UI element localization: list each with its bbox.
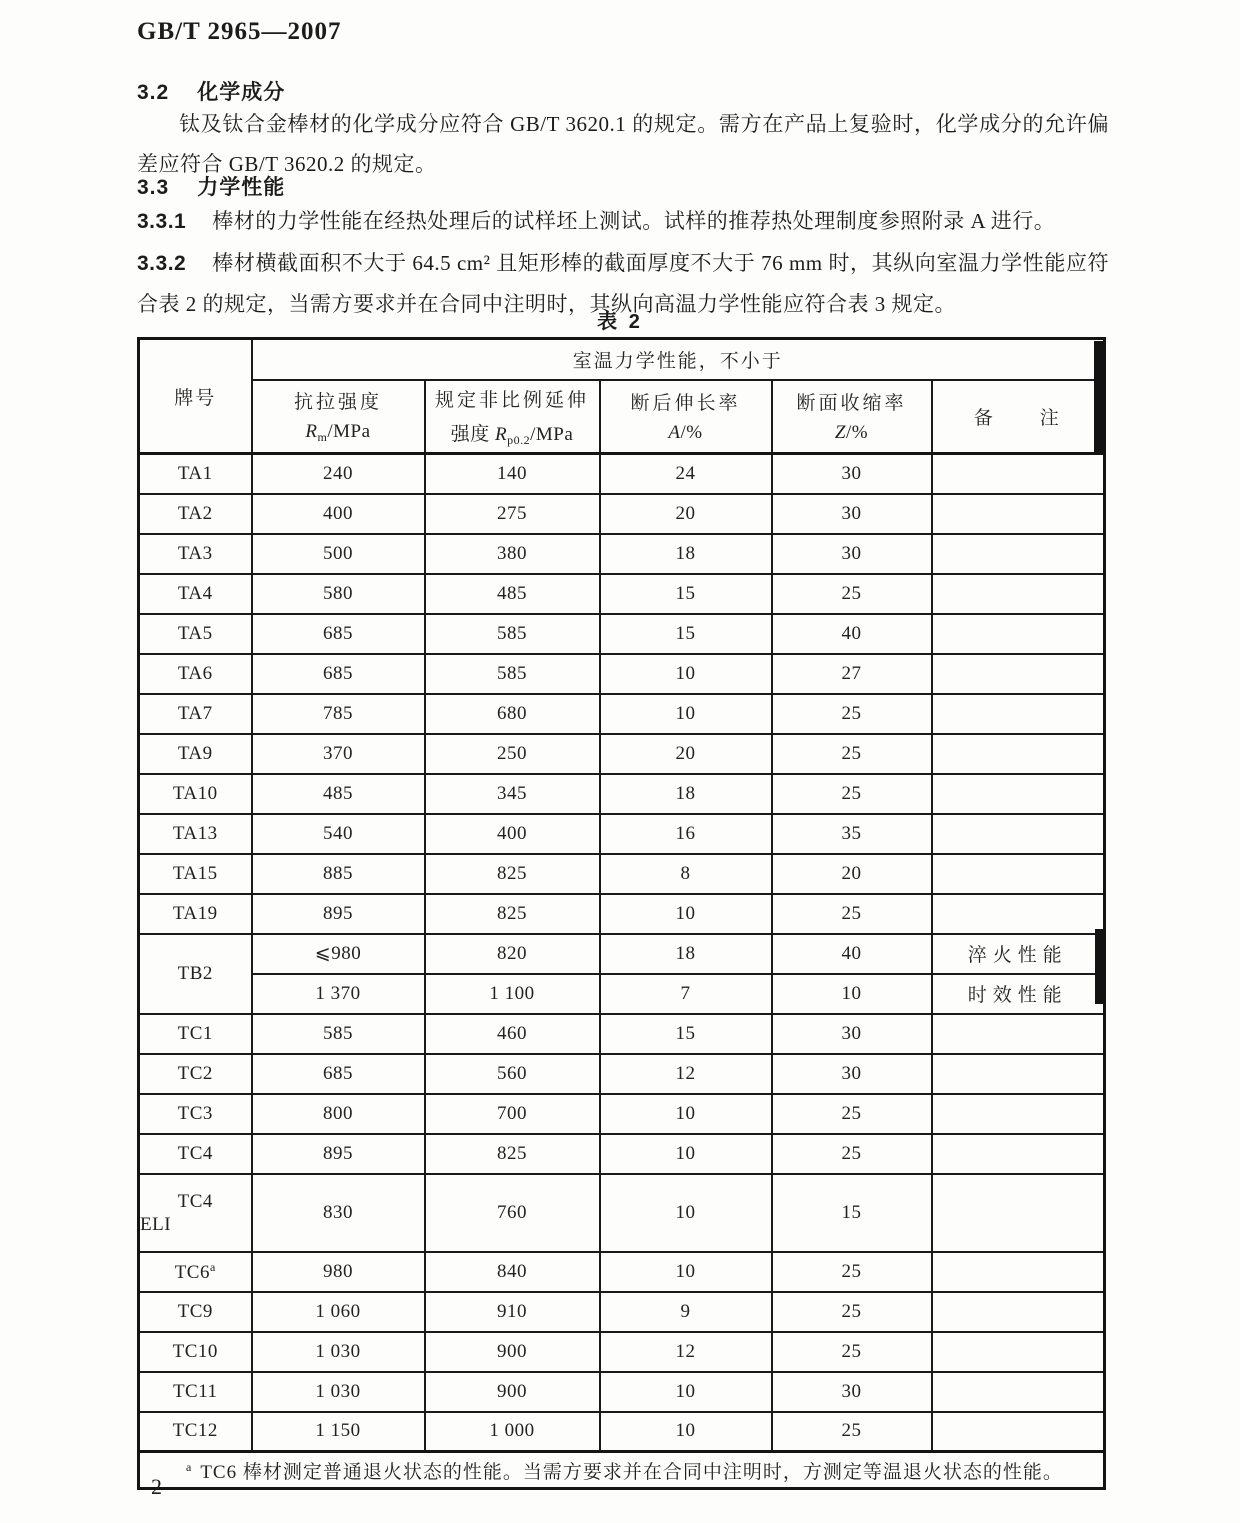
reduction-cell: 30 xyxy=(772,1014,932,1054)
remark-cell xyxy=(932,1332,1105,1372)
grade-cell: TC11 xyxy=(139,1372,252,1412)
reduction-cell: 35 xyxy=(772,814,932,854)
section-title: 化学成分 xyxy=(197,81,286,104)
tensile-cell: 1 030 xyxy=(252,1332,425,1372)
table-row xyxy=(139,654,1105,694)
reduction-cell: 20 xyxy=(772,854,932,894)
reduction-cell: 15 xyxy=(772,1174,932,1252)
elongation-cell: 18 xyxy=(600,534,772,574)
page-number: 2 xyxy=(151,1474,162,1499)
reduction-cell: 25 xyxy=(772,1412,932,1452)
proof-cell: 700 xyxy=(425,1094,600,1134)
proof-cell: 345 xyxy=(425,774,600,814)
elongation-cell: 16 xyxy=(600,814,772,854)
proof-cell: 840 xyxy=(425,1252,600,1292)
table-row xyxy=(139,1014,1105,1054)
reduction-cell: 25 xyxy=(772,1094,932,1134)
elongation-cell: 20 xyxy=(600,734,772,774)
reduction-cell: 30 xyxy=(772,494,932,534)
tensile-cell: 830 xyxy=(252,1174,425,1252)
proof-cell: 825 xyxy=(425,1134,600,1174)
elongation-cell: 18 xyxy=(600,934,772,974)
proof-cell: 585 xyxy=(425,614,600,654)
elongation-cell: 10 xyxy=(600,1372,772,1412)
elongation-cell: 7 xyxy=(600,974,772,1014)
reduction-cell: 30 xyxy=(772,1054,932,1094)
remark-cell xyxy=(932,894,1105,934)
footnote-text: TC6 棒材测定普通退火状态的性能。当需方要求并在合同中注明时，方测定等温退火状态的性能。 xyxy=(200,1461,1063,1483)
grade-cell: TC12 xyxy=(139,1412,252,1452)
grade-cell: TA5 xyxy=(139,614,252,654)
tensile-cell: 500 xyxy=(252,534,425,574)
reduction-cell: 25 xyxy=(772,694,932,734)
remark-cell xyxy=(932,1134,1105,1174)
tensile-cell: 800 xyxy=(252,1094,425,1134)
proof-cell: 380 xyxy=(425,534,600,574)
table-header xyxy=(139,339,1105,454)
scan-shadow-header xyxy=(1094,341,1106,454)
proof-cell: 760 xyxy=(425,1174,600,1252)
tensile-cell: ⩽980 xyxy=(252,934,425,974)
tensile-cell: 1 150 xyxy=(252,1412,425,1452)
proof-cell: 820 xyxy=(425,934,600,974)
table-row xyxy=(139,614,1105,654)
table-row xyxy=(139,1174,1105,1252)
proof-cell: 560 xyxy=(425,1054,600,1094)
tensile-cell: 980 xyxy=(252,1252,425,1292)
elongation-cell: 24 xyxy=(600,454,772,494)
proof-cell: 1 000 xyxy=(425,1412,600,1452)
tensile-cell: 240 xyxy=(252,454,425,494)
table-row xyxy=(139,454,1105,494)
scan-shadow-tb2 xyxy=(1095,929,1106,1004)
grade-cell: TC6$^a$ xyxy=(139,1252,252,1292)
tensile-cell: 370 xyxy=(252,734,425,774)
proof-cell: 680 xyxy=(425,694,600,734)
grade-cell: TA15 xyxy=(139,854,252,894)
grade-column-header: 牌号 xyxy=(139,339,252,454)
remark-cell xyxy=(932,1054,1105,1094)
group-header: 室温力学性能，不小于 xyxy=(252,339,1105,380)
section-heading-3-2 xyxy=(137,76,285,106)
clause-body: 棒材横截面积不大于 64.5 cm² 且矩形棒的截面厚度不大于 76 mm 时，其纵向室温力学性能应符合表 2 的规定，当需方要求并在合同中注明时，其纵向高温力学性能应符合表 3 规定。 xyxy=(137,251,1109,316)
proof-cell: 485 xyxy=(425,574,600,614)
elongation-cell: 18 xyxy=(600,774,772,814)
table-row xyxy=(139,1412,1105,1452)
reduction-cell: 30 xyxy=(772,454,932,494)
grade-cell: TB2 xyxy=(139,934,252,1014)
grade-cell: TA4 xyxy=(139,574,252,614)
table-row xyxy=(139,1372,1105,1412)
clause-number: 3.3.2 xyxy=(137,252,187,275)
remark-cell xyxy=(932,1412,1105,1452)
tensile-cell: 685 xyxy=(252,1054,425,1094)
grade-cell: TA13 xyxy=(139,814,252,854)
table-row xyxy=(139,894,1105,934)
elongation-cell: 15 xyxy=(600,614,772,654)
section-number: 3.3 xyxy=(137,176,170,199)
remark-cell xyxy=(932,614,1105,654)
grade-cell: TA3 xyxy=(139,534,252,574)
reduction-cell: 25 xyxy=(772,1134,932,1174)
remark-cell xyxy=(932,1014,1105,1054)
table-row xyxy=(139,1054,1105,1094)
tensile-cell: 685 xyxy=(252,614,425,654)
grade-cell: TA10 xyxy=(139,774,252,814)
remark-cell xyxy=(932,574,1105,614)
proof-cell: 825 xyxy=(425,894,600,934)
table-row xyxy=(139,974,1105,1014)
grade-cell: TC4 xyxy=(139,1134,252,1174)
section-number: 3.2 xyxy=(137,81,170,104)
proof-cell: 910 xyxy=(425,1292,600,1332)
tensile-cell: 485 xyxy=(252,774,425,814)
tensile-cell: 1 060 xyxy=(252,1292,425,1332)
table-row xyxy=(139,1292,1105,1332)
paragraph-3-2: 钛及钛合金棒材的化学成分应符合 GB/T 3620.1 的规定。需方在产品上复验时，化学成分的允许偏差应符合 GB/T 3620.2 的规定。 xyxy=(137,112,1109,176)
tensile-cell: 1 370 xyxy=(252,974,425,1014)
reduction-cell: 10 xyxy=(772,974,932,1014)
table-footnote xyxy=(139,1452,1105,1489)
table-row xyxy=(139,1332,1105,1372)
tensile-cell: 895 xyxy=(252,894,425,934)
table-row xyxy=(139,1134,1105,1174)
proof-cell: 900 xyxy=(425,1332,600,1372)
footnote-cell xyxy=(139,1452,1105,1489)
tensile-cell: 895 xyxy=(252,1134,425,1174)
remark-cell xyxy=(932,1174,1105,1252)
table-title: 表 2 xyxy=(597,311,643,333)
remark-cell xyxy=(932,534,1105,574)
proof-cell: 900 xyxy=(425,1372,600,1412)
grade-cell: TC10 xyxy=(139,1332,252,1372)
grade-cell: TC9 xyxy=(139,1292,252,1332)
proof-cell: 1 100 xyxy=(425,974,600,1014)
elongation-cell: 10 xyxy=(600,1412,772,1452)
reduction-of-area-header: 断面收缩率 Z/% xyxy=(772,380,932,454)
table-row xyxy=(139,574,1105,614)
footnote-row xyxy=(139,1452,1105,1489)
elongation-cell: 10 xyxy=(600,1252,772,1292)
elongation-cell: 10 xyxy=(600,1174,772,1252)
remark-cell xyxy=(932,694,1105,734)
grade-cell: TA1 xyxy=(139,454,252,494)
grade-cell: TA9 xyxy=(139,734,252,774)
remark-cell xyxy=(932,494,1105,534)
clause-number: 3.3.1 xyxy=(137,210,187,233)
elongation-cell: 10 xyxy=(600,1134,772,1174)
reduction-cell: 25 xyxy=(772,1292,932,1332)
reduction-cell: 27 xyxy=(772,654,932,694)
elongation-cell: 10 xyxy=(600,654,772,694)
reduction-cell: 25 xyxy=(772,1252,932,1292)
reduction-cell: 25 xyxy=(772,1332,932,1372)
table-row xyxy=(139,534,1105,574)
grade-cell: TC3 xyxy=(139,1094,252,1134)
remark-column-header: 备 注 xyxy=(932,380,1105,454)
proof-cell: 140 xyxy=(425,454,600,494)
reduction-cell: 30 xyxy=(772,1372,932,1412)
proof-cell: 825 xyxy=(425,854,600,894)
remark-cell xyxy=(932,454,1105,494)
grade-cell: TA2 xyxy=(139,494,252,534)
remark-cell xyxy=(932,814,1105,854)
elongation-cell: 15 xyxy=(600,1014,772,1054)
table-row xyxy=(139,934,1105,974)
table-row xyxy=(139,734,1105,774)
tensile-cell: 685 xyxy=(252,654,425,694)
tensile-cell: 400 xyxy=(252,494,425,534)
remark-cell: 时效性能 xyxy=(932,974,1105,1014)
header-sub-row xyxy=(139,380,1105,454)
proof-cell: 460 xyxy=(425,1014,600,1054)
remark-cell xyxy=(932,1094,1105,1134)
reduction-cell: 25 xyxy=(772,894,932,934)
tensile-cell: 885 xyxy=(252,854,425,894)
tensile-cell: 785 xyxy=(252,694,425,734)
remark-cell xyxy=(932,1372,1105,1412)
header-group-row xyxy=(139,339,1105,380)
table-row xyxy=(139,1094,1105,1134)
remark-cell xyxy=(932,654,1105,694)
reduction-cell: 25 xyxy=(772,774,932,814)
reduction-cell: 25 xyxy=(772,734,932,774)
elongation-cell: 12 xyxy=(600,1054,772,1094)
table-row xyxy=(139,814,1105,854)
elongation-cell: 9 xyxy=(600,1292,772,1332)
reduction-cell: 30 xyxy=(772,534,932,574)
proof-cell: 250 xyxy=(425,734,600,774)
reduction-cell: 40 xyxy=(772,934,932,974)
proof-strength-header: 规定非比例延伸 强度 $R_{p0.2}$/MPa xyxy=(425,380,600,454)
footnote-superscript: a xyxy=(186,1459,193,1474)
grade-cell: TC2 xyxy=(139,1054,252,1094)
elongation-cell: 12 xyxy=(600,1332,772,1372)
proof-cell: 400 xyxy=(425,814,600,854)
table-row xyxy=(139,854,1105,894)
table-row xyxy=(139,494,1105,534)
elongation-cell: 10 xyxy=(600,694,772,734)
remark-cell xyxy=(932,1252,1105,1292)
standard-number: GB/T 2965—2007 xyxy=(137,18,342,45)
table-row xyxy=(139,774,1105,814)
remark-cell: 淬火性能 xyxy=(932,934,1105,974)
proof-cell: 275 xyxy=(425,494,600,534)
grade-cell: TA6 xyxy=(139,654,252,694)
elongation-cell: 10 xyxy=(600,894,772,934)
elongation-header: 断后伸长率 A/% xyxy=(600,380,772,454)
grade-cell: TA7 xyxy=(139,694,252,734)
grade-cell: TA19 xyxy=(139,894,252,934)
tensile-cell: 540 xyxy=(252,814,425,854)
paragraph-3-3-1 xyxy=(137,201,1109,242)
grade-cell: TC1 xyxy=(139,1014,252,1054)
remark-cell xyxy=(932,734,1105,774)
elongation-cell: 10 xyxy=(600,1094,772,1134)
remark-cell xyxy=(932,774,1105,814)
elongation-cell: 15 xyxy=(600,574,772,614)
section-title: 力学性能 xyxy=(197,176,286,199)
reduction-cell: 25 xyxy=(772,574,932,614)
tensile-cell: 1 030 xyxy=(252,1372,425,1412)
grade-cell: TC4 ELI xyxy=(139,1174,252,1252)
reduction-cell: 40 xyxy=(772,614,932,654)
section-heading-3-3 xyxy=(137,171,285,201)
table-2 xyxy=(137,337,1106,1490)
tensile-strength-header: 抗拉强度 $R_m$/MPa xyxy=(252,380,425,454)
table-row xyxy=(139,694,1105,734)
tensile-cell: 585 xyxy=(252,1014,425,1054)
elongation-cell: 8 xyxy=(600,854,772,894)
table-body xyxy=(139,454,1105,1452)
remark-cell xyxy=(932,1292,1105,1332)
tensile-cell: 580 xyxy=(252,574,425,614)
table-row xyxy=(139,1252,1105,1292)
elongation-cell: 20 xyxy=(600,494,772,534)
proof-cell: 585 xyxy=(425,654,600,694)
clause-body: 棒材的力学性能在经热处理后的试样坯上测试。试样的推荐热处理制度参照附录 A 进行。 xyxy=(212,209,1056,233)
remark-cell xyxy=(932,854,1105,894)
